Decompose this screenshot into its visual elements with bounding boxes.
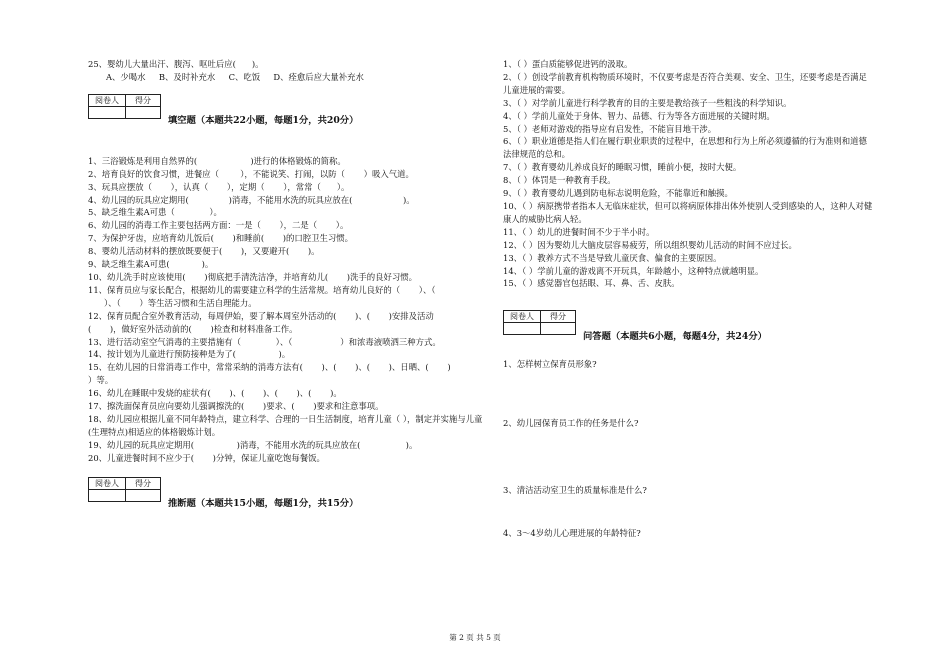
judge-question: 11、（ ）幼儿的进餐时间不少于半小时。: [503, 226, 655, 237]
fill-question: 18、幼儿园应根据儿童不同年龄特点，建立科学、合理的一日生活制度，培育儿童（ ），制定并实施与儿童(生理特点)相适应的体格锻炼计划。: [88, 413, 483, 437]
fill-question: 10、幼儿洗手时应该使用( )彻底把手清洗洁净，并培育幼儿( )洗手的良好习惯。: [88, 271, 417, 282]
judge-question: 3、（ ）对学前儿童进行科学教育的目的主要是教给孩子一些粗浅的科学知识。: [503, 97, 792, 108]
fill-question: 9、缺乏维生素A可患( )。: [88, 259, 214, 270]
judge-question: 2、（ ）创设学前教育机构物质环境时，不仅要考虑是否符合美观、安全、卫生，还要考虑是否满足儿童进展的需要。: [503, 71, 867, 95]
fill-question: ( )，做好室外活动前的( )检查和材料准备工作。: [88, 323, 298, 334]
score-label: 得分: [126, 477, 161, 489]
fill-question: 12、保育员配合室外教育活动，每周伊始，要了解本周室外活动的( )、( )安排及活动: [88, 310, 434, 321]
fill-question: 19、幼儿园的玩具应定期用( )消毒，不能用水洗的玩具应放在( )。: [88, 439, 418, 450]
grader-cell: [89, 106, 126, 118]
score-box: [88, 94, 161, 119]
score-box: [88, 477, 161, 502]
judge-question: 12、（ ）因为婴幼儿大脑皮层容易疲劳，所以组织婴幼儿活动的时间不应过长。: [503, 239, 797, 250]
judge-question: 4、（ ）学前儿童处于身体、智力、品德、行为等各方面进展的关键时期。: [503, 110, 775, 121]
judge-question: 6、（ ）职业道德是指人们在履行职业职责的过程中，在思想和行为上所必须遵循的行为准则和道德法律规范的总和。: [503, 136, 867, 160]
grader-cell: [504, 323, 541, 335]
judge-question: 9、（ ）教育婴幼儿遇到防电标志说明危险，不能靠近和触摸。: [503, 188, 733, 199]
question-25: 25、婴幼儿大量出汗、腹泻、呕吐后应( )。: [88, 59, 264, 69]
judge-question: 13、（ ）教养方式不当是导致儿童厌食、偏食的主要原因。: [503, 252, 722, 263]
qa-section-title: 问答题（本题共6小题，每题4分，共24分）: [583, 331, 767, 343]
score-cell: [126, 106, 161, 118]
fill-question: 1、三浴锻炼是利用自然界的( )进行的体格锻炼的简称。: [88, 155, 346, 166]
fill-section-title: 填空题（本题共22小题，每题1分，共20分）: [168, 114, 359, 126]
score-cell: [541, 323, 576, 335]
score-box: [503, 310, 576, 335]
fill-question: ）、（ ）等生活习惯和生活自理能力。: [88, 297, 257, 308]
fill-question: 16、幼儿在睡眠中发烧的症状有( )、( )、( )、( )。: [88, 388, 342, 399]
fill-question: 14、按计划为儿童进行预防接种是为了( )。: [88, 349, 291, 360]
qa-question: 3、清洁活动室卫生的质量标准是什么?: [503, 485, 647, 496]
fill-question: 5、缺乏维生素A可患（ ）。: [88, 207, 222, 218]
score-cell: [126, 489, 161, 501]
fill-questions: [88, 155, 486, 465]
page-number: 第 2 页 共 5 页: [449, 633, 501, 642]
fill-question: 20、儿童进餐时间不应少于( )分钟，保证儿童吃饱每餐饭。: [88, 452, 325, 463]
qa-question: 2、幼儿园保育员工作的任务是什么?: [503, 418, 639, 429]
judge-question: 10、（ ）病原携带者指本人无临床症状，但可以将病原体排出体外使别人受到感染的人，这种人对健康人的威胁比病人轻。: [503, 200, 873, 224]
judge-questions: [503, 58, 873, 290]
judge-question: 7、（ ）教育婴幼儿养成良好的睡眠习惯，睡前小便，按时大便。: [503, 162, 742, 173]
judge-question: 15、（ ）感觉器官包括眼、耳、鼻、舌、皮肤。: [503, 278, 680, 289]
fill-question: 6、幼儿园的消毒工作主要包括两方面：一是（ ），二是（ ）。: [88, 220, 349, 231]
judge-question: 8、（ ）体罚是一种教育手段。: [503, 175, 616, 186]
qa-question: 1、怎样树立保育员形象?: [503, 359, 597, 370]
qa-question: 4、3～4岁幼儿心理进展的年龄特征?: [503, 528, 641, 539]
judge-question: 14、（ ）学前儿童的游戏离不开玩具，年龄越小，这种特点就越明显。: [503, 265, 764, 276]
fill-question: 8、婴幼儿活动材料的摆放既要便于( )，又要避开( )。: [88, 246, 320, 257]
right-column: [503, 58, 873, 540]
fill-question: ）等。: [88, 375, 114, 386]
question-25-options: A、少喝水 B、及时补充水 C、吃饭 D、痊愈后应大量补充水: [106, 71, 364, 82]
grader-label: 阅卷人: [89, 477, 126, 489]
fill-question: 2、培育良好的饮食习惯，进餐应（ ），不能说笑、打闹，以防（ ）吸入气道。: [88, 168, 414, 179]
grader-cell: [89, 489, 126, 501]
fill-question: 13、进行活动室空气消毒的主要措施有（ ）、（ ）和浓毒液喷洒三种方式。: [88, 336, 441, 347]
fill-question: 7、为保护牙齿，应培育幼儿饭后( )和睡前( )的口腔卫生习惯。: [88, 233, 354, 244]
fill-section-header: [88, 94, 486, 128]
judge-section-header: [88, 477, 486, 511]
judge-question: 5、（ ）老师对游戏的指导应有启发性，不能盲目地干涉。: [503, 123, 717, 134]
score-label: 得分: [126, 94, 161, 106]
grader-label: 阅卷人: [89, 94, 126, 106]
fill-question: 11、保育员应与家长配合，根据幼儿的需要建立科学的生活常规。培育幼儿良好的（ ）、（: [88, 284, 436, 295]
left-column: [88, 58, 486, 511]
grader-label: 阅卷人: [504, 311, 541, 323]
qa-section-header: [503, 310, 873, 344]
fill-question: 17、擦洗面保育员应向要幼儿强调擦洗的( )要求、( )要求和注意事项。: [88, 401, 384, 412]
score-label: 得分: [541, 311, 576, 323]
fill-question: 3、玩具应摆放（ ），认真（ ），定期（ ），常常（ ）。: [88, 181, 350, 192]
judge-section-title: 推断题（本题共15小题，每题1分，共15分）: [168, 497, 359, 509]
fill-question: 4、幼儿园的玩具应定期用( )消毒，不能用水洗的玩具应放在( )。: [88, 194, 415, 205]
judge-question: 1、（ ）蛋白质能够促进钙的汲取。: [503, 59, 633, 69]
fill-question: 15、在幼儿园的日常消毒工作中，常常采纳的消毒方法有( )、( )、( )、日晒、( ): [88, 362, 451, 373]
